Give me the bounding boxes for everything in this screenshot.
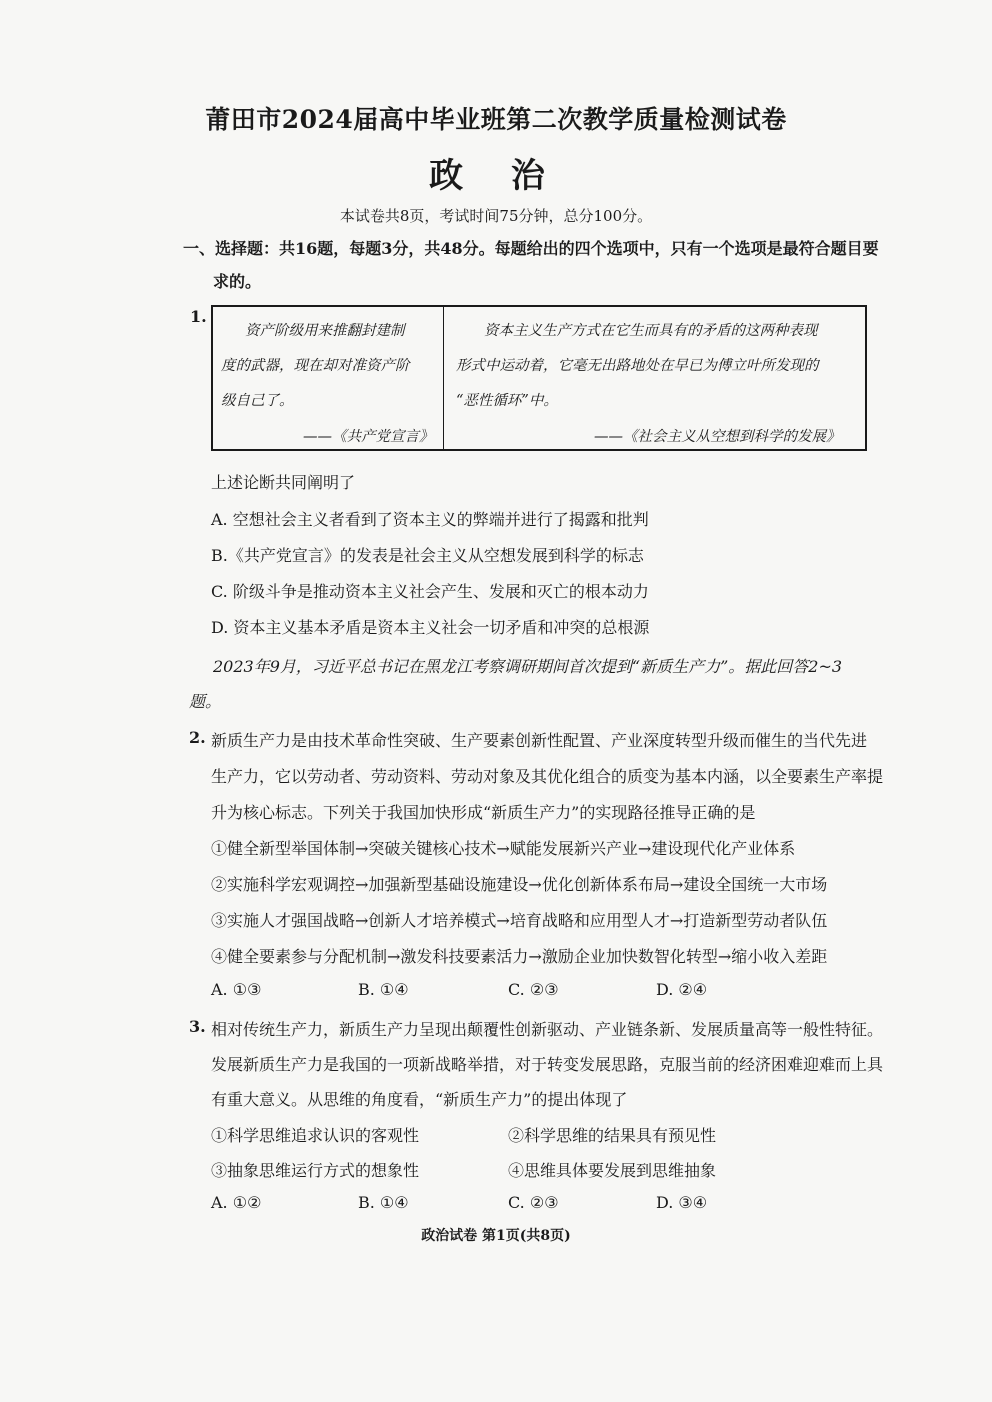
page-footer: 政治试卷 第1页(共8页) (421, 1228, 571, 1244)
q1-option-a: A. 空想社会主义者看到了资本主义的弊端并进行了揭露和批判 (211, 510, 649, 529)
q1-right-quote-line: 资本主义生产方式在它生而具有的矛盾的这两种表现 (484, 323, 818, 339)
q1-left-quote-line: 度的武器，现在却对准资产阶 (221, 358, 410, 374)
section-heading-cont: 求的。 (213, 272, 262, 291)
q2-option-d: D. ②④ (656, 980, 708, 999)
exam-info: 本试卷共8页，考试时间75分钟，总分100分。 (339, 207, 653, 225)
q2-option-b: B. ①④ (358, 980, 409, 999)
q2-stem-line: 生产力，它以劳动者、劳动资料、劳动对象及其优化组合的质变为基本内涵，以全要素生产率提 (211, 767, 884, 786)
q1-right-quote-line: 形式中运动着，它毫无出路地处在早已为傅立叶所发现的 (456, 358, 819, 374)
q3-item-4: ④思维具体要发展到思维抽象 (508, 1161, 717, 1180)
q1-option-b: B.《共产党宣言》的发表是社会主义从空想发展到科学的标志 (211, 546, 644, 565)
q2-option-a: A. ①③ (211, 980, 262, 999)
q3-stem-line: 有重大意义。从思维的角度看，“新质生产力”的提出体现了 (211, 1090, 628, 1109)
q2-item-3: ③实施人才强国战略→创新人才培养模式→培育战略和应用型人才→打造新型劳动者队伍 (211, 911, 828, 930)
q1-option-c: C. 阶级斗争是推动资本主义社会产生、发展和灭亡的根本动力 (211, 582, 649, 601)
q1-left-quote-line: 级自己了。 (221, 393, 294, 409)
q1-right-quote-cell (444, 306, 867, 450)
q3-item-2: ②科学思维的结果具有预见性 (508, 1126, 717, 1145)
q1-right-source: ——《社会主义从空想到科学的发展》 (594, 429, 841, 445)
q2-item-1: ①健全新型举国体制→突破关键核心技术→赋能发展新兴产业→建设现代化产业体系 (211, 839, 796, 858)
q2-item-4: ④健全要素参与分配机制→激发科技要素活力→激励企业加快数智化转型→缩小收入差距 (211, 947, 828, 966)
q2-stem-line: 升为核心标志。下列关于我国加快形成“新质生产力”的实现路径推导正确的是 (211, 803, 756, 822)
q1-number: 1. (190, 307, 207, 326)
q2-number: 2. (189, 728, 206, 747)
exam-title: 莆田市2024届高中毕业班第二次教学质量检测试卷 (205, 105, 787, 134)
q3-item-1: ①科学思维追求认识的客观性 (211, 1126, 420, 1145)
q1-option-d: D. 资本主义基本矛盾是资本主义社会一切矛盾和冲突的总根源 (211, 618, 650, 637)
intro-2-3-cont: 题。 (189, 692, 222, 711)
q3-stem-line: 相对传统生产力，新质生产力呈现出颠覆性创新驱动、产业链条新、发展质量高等一般性特征。 (211, 1020, 884, 1039)
subject-title: 政 治 (429, 156, 563, 196)
q3-number: 3. (189, 1017, 206, 1036)
q1-quote-table (211, 305, 867, 451)
q1-stem: 上述论断共同阐明了 (211, 473, 356, 492)
q3-stem-line: 发展新质生产力是我国的一项新战略举措，对于转变发展思路，克服当前的经济困难迎难而上具 (211, 1055, 884, 1074)
q3-option-b: B. ①④ (358, 1193, 409, 1212)
q1-left-source: ——《共产党宣言》 (303, 429, 434, 445)
q3-option-a: A. ①② (211, 1193, 262, 1212)
q3-item-3: ③抽象思维运行方式的想象性 (211, 1161, 420, 1180)
q2-option-c: C. ②③ (508, 980, 559, 999)
section-heading: 一、选择题：共16题，每题3分，共48分。每题给出的四个选项中，只有一个选项是最符合题目要 (183, 239, 879, 258)
q2-item-2: ②实施科学宏观调控→加强新型基础设施建设→优化创新体系布局→建设全国统一大市场 (211, 875, 828, 894)
q1-left-quote-line: 资产阶级用来推翻封建制 (245, 323, 405, 339)
q1-left-quote-cell (212, 306, 444, 450)
q3-option-c: C. ②③ (508, 1193, 559, 1212)
q1-right-quote-line: “恶性循环”中。 (456, 393, 558, 409)
q3-option-d: D. ③④ (656, 1193, 708, 1212)
intro-2-3: 2023年9月，习近平总书记在黑龙江考察调研期间首次提到“新质生产力”。据此回答2~3 (213, 657, 843, 676)
q2-stem-line: 新质生产力是由技术革命性突破、生产要素创新性配置、产业深度转型升级而催生的当代先进 (211, 731, 868, 750)
